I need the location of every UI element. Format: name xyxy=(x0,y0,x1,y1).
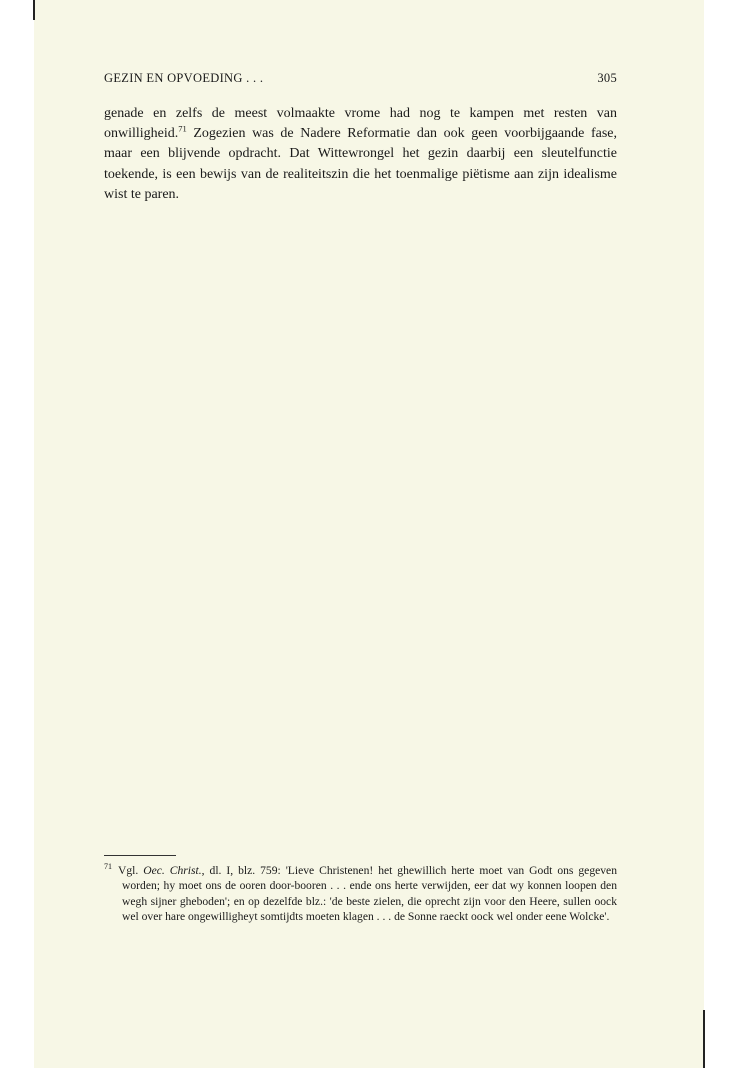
scan-edge-bottom-right xyxy=(703,1010,705,1068)
paragraph-text-part1: genade en zelfs de meest volmaakte vrome had nog te kampen met resten van onwilligheid. xyxy=(104,106,617,142)
scan-edge-top-left xyxy=(33,0,35,20)
page-number: 305 xyxy=(597,71,617,85)
footnote-text xyxy=(104,863,617,925)
footnote-mark: 71 xyxy=(104,862,112,872)
footnote-separator xyxy=(104,855,176,856)
footnote xyxy=(104,863,617,925)
footnote-body: , dl. I, blz. 759: 'Lieve Christenen! het ghewillich herte moet van Godt ons gegeven worden; hy moet ons de ooren door-booren . . . ende ons herte verwijden, eer dat wy konnen loopen den wegh sijner gheboden'; en op dezelfde blz.: 'de beste zielen, die oprecht zijn voor den Heere, sullen oock wel over hare ongewilligheyt somtijdts moeten klagen . . . de Sonne raeckt oock wel onder eene Wolcke'. xyxy=(122,864,618,924)
body-text xyxy=(104,104,617,205)
running-head-title: GEZIN EN OPVOEDING . . . xyxy=(104,71,264,85)
footnote-reference: 71 xyxy=(178,123,187,134)
paragraph xyxy=(104,104,617,205)
paragraph-text-part2: Zogezien was de Nadere Reformatie dan ook geen voorbijgaande fase, maar een blijvende opdracht. Dat Wittewrongel het gezin daarbij een sleutelfunctie toekende, is een bewijs van de realiteitszin die het toenmalige piëtisme aan zijn idealisme wist te paren. xyxy=(104,126,617,202)
footnote-lead: Vgl. xyxy=(118,864,144,877)
footnote-work-title: Oec. Christ. xyxy=(143,864,202,877)
